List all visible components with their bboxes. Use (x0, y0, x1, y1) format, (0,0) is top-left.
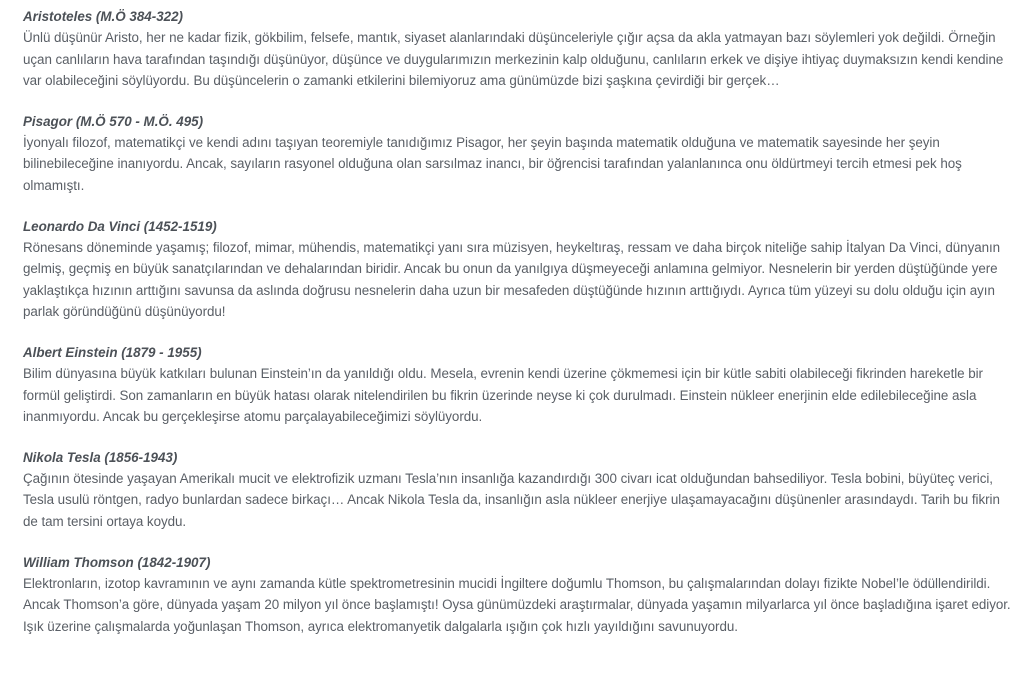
entry-body: Elektronların, izotop kavramının ve aynı zamanda kütle spektrometresinin mucidi İngiltere doğumlu Thomson, bu çalışmalarından dolayı fizikte Nobel’le ödüllendirildi. Ancak Thomson’a göre, dünyada yaşam 20 milyon yıl önce başlamıştı! Oysa günümüzdeki araştırmalar, dünyada yaşamın milyarlarca yıl önce başladığına işaret ediyor. Işık üzerine çalışmalarda yoğunlaşan Thomson, ayrıca elektromanyetik dalgalarla ışığın çok hızlı yayıldığını savunuyordu. (23, 575, 1011, 634)
entry-aristoteles (23, 8, 1013, 92)
entry-body: Çağının ötesinde yaşayan Amerikalı mucit ve elektrofizik uzmanı Tesla’nın insanlığa kazandırdığı 300 civarı icat olduğundan bahsediliyor. Tesla bobini, büyüteç verici, Tesla usulü röntgen, radyo bunlardan sadece birkaçı… Ancak Nikola Tesla da, insanlığın asla nükleer enerjiye ulaşamayacağını düşünenler arasındaydı. Tarih bu fikrin de tam tersini ortaya koydu. (23, 470, 1000, 529)
entry-body: Ünlü düşünür Aristo, her ne kadar fizik, gökbilim, felsefe, mantık, siyaset alanlarındaki düşünceleriyle çığır açsa da akla yatmayan bazı söylemleri yok değildi. Örneğin uçan canlıların hava tarafından taşındığı düşünüyor, düşünce ve duygularımızın merkezinin kalp olduğunu, canlıların erkek ve dişiye ihtiyaç duymaksızın kendi kendine var olabileceğini söylüyordu. Bu düşüncelerin o zamanki etkilerini bilemiyoruz ama günümüzde bizi şaşkına çevirdiği bir gerçek… (23, 30, 1004, 89)
entry-albert-einstein (23, 344, 1013, 428)
entry-william-thomson (23, 554, 1013, 638)
entry-body: İyonyalı filozof, matematikçi ve kendi adını taşıyan teoremiyle tanıdığımız Pisagor, her şeyin başında matematik olduğuna ve matematik sayesinde her şeyin bilinebileceğine inanıyordu. Ancak, sayıların rasyonel olduğuna olan sarsılmaz inancı, bir öğrencisi tarafından yalanlanınca onu öldürtmeyi tercih etmesi pek hoş olmamıştı. (23, 134, 962, 193)
entry-body: Rönesans döneminde yaşamış; filozof, mimar, mühendis, matematikçi yanı sıra müzisyen, heykeltıraş, ressam ve daha birçok niteliğe sahip İtalyan Da Vinci, dünyanın gelmiş, geçmiş en büyük sanatçılarından ve dehalarından biridir. Ancak bu onun da yanılgıya düşmeyeceği anlamına gelmiyor. Nesnelerin bir yerden düştüğünde yere yaklaştıkça hızının arttığını savunsa da aslında doğrusu nesnelerin daha uzun bir mesafeden düştüğünde hızının arttığıydı. Ayrıca tüm yüzeyi su dolu olduğu için ayın parlak göründüğünü düşünüyordu! (23, 239, 1001, 320)
entry-body: Bilim dünyasına büyük katkıları bulunan Einstein’ın da yanıldığı oldu. Mesela, evrenin kendi üzerine çökmemesi için bir kütle sabiti olabileceği fikrinden hareketle bir formül geliştirdi. Son zamanların en büyük hatası olarak nitelendirilen bu fikrin üzerinde neyse ki çok durulmadı. Einstein nükleer enerjinin elde edilebileceğine asla inanmıyordu. Ancak bu gerçekleşirse atomu parçalayabileceğimizi söylüyordu. (23, 365, 983, 425)
entry-title: Leonardo Da Vinci (1452-1519) (23, 218, 217, 234)
entry-pisagor (23, 113, 1013, 197)
entry-leonardo-da-vinci (23, 218, 1013, 323)
entry-nikola-tesla (23, 449, 1013, 533)
entry-title: Albert Einstein (1879 - 1955) (23, 344, 202, 360)
entry-title: Pisagor (M.Ö 570 - M.Ö. 495) (23, 113, 204, 129)
entry-title: William Thomson (1842-1907) (23, 554, 211, 570)
entry-title: Aristoteles (M.Ö 384-322) (23, 9, 184, 24)
entry-title: Nikola Tesla (1856-1943) (23, 449, 178, 465)
